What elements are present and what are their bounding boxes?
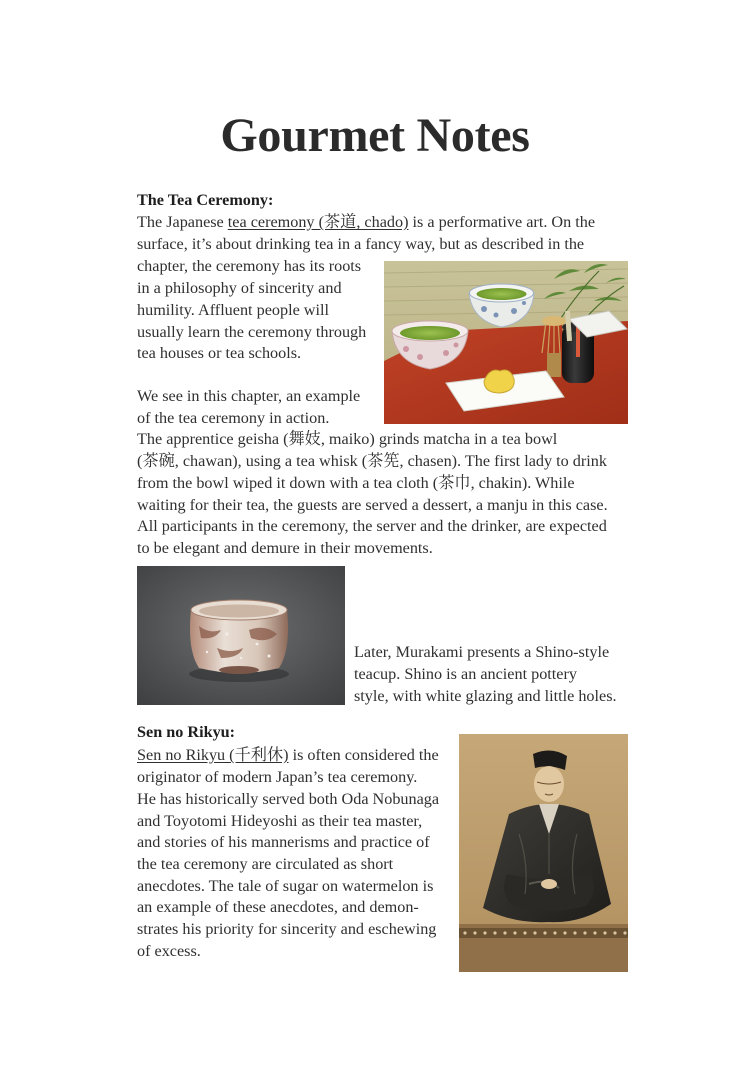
rikyu-line: of excess. [137, 942, 201, 960]
rikyu-line-1-post: is often considered the [288, 746, 439, 764]
tea-full-line: All participants in the ceremony, the server and the drinker, are expected [137, 517, 607, 535]
tea-full-line: The apprentice geisha (舞妓, maiko) grinds matcha in a tea bowl [137, 430, 558, 448]
tea-full-line: (茶碗, chawan), using a tea whisk (茶筅, chasen). The first lady to drink [137, 452, 607, 470]
tea-ceremony-link[interactable]: tea ceremony (茶道, chado) [227, 213, 409, 231]
shino-teacup-photo [137, 566, 345, 705]
tea-set-photo [384, 261, 628, 424]
tea-example-line: We see in this chapter, an example [137, 387, 361, 405]
rikyu-line: and Toyotomi Hideyoshi as their tea master, [137, 812, 423, 830]
tea-wrap-line: humility. Affluent people will [137, 301, 329, 319]
tea-full-line: waiting for their tea, the guests are served a dessert, a manju in this case. [137, 496, 608, 514]
rikyu-line: anecdotes. The tale of sugar on watermelon is [137, 877, 434, 895]
shino-text-line: style, with white glazing and little holes. [354, 687, 617, 705]
sen-no-rikyu-link[interactable]: Sen no Rikyu (千利休) [137, 746, 289, 764]
sen-no-rikyu-portrait [459, 734, 628, 972]
tea-wrap-line: usually learn the ceremony through [137, 323, 367, 341]
tea-wrap-line: tea houses or tea schools. [137, 344, 302, 362]
shino-text-line: teacup. Shino is an ancient pottery [354, 665, 577, 683]
tea-wrap-line: chapter, the ceremony has its roots [137, 257, 362, 275]
shino-text-line: Later, Murakami presents a Shino-style [354, 643, 610, 661]
rikyu-line: originator of modern Japan’s tea ceremony. [137, 768, 418, 786]
rikyu-line: He has historically served both Oda Nobunaga [137, 790, 440, 808]
tea-full-line: to be elegant and demure in their movements. [137, 539, 433, 557]
tea-intro-line-1-pre: The Japanese [137, 213, 228, 231]
tea-full-line: from the bowl wiped it down with a tea cloth (茶巾, chakin). While [137, 474, 575, 492]
rikyu-line: strates his priority for sincerity and eschewing [137, 920, 437, 938]
rikyu-line: and stories of his mannerisms and practice of [137, 833, 430, 851]
rikyu-line: an example of these anecdotes, and demon- [137, 898, 419, 916]
tea-wrap-line: in a philosophy of sincerity and [137, 279, 342, 297]
tea-intro-line-1-post: is a performative art. On the [408, 213, 596, 231]
sen-no-rikyu-heading: Sen no Rikyu: [137, 723, 236, 741]
tea-example-line: of the tea ceremony in action. [137, 409, 330, 427]
rikyu-line: the tea ceremony are circulated as short [137, 855, 394, 873]
tea-intro-line-2: surface, it’s about drinking tea in a fancy way, but as described in the [137, 235, 585, 253]
tea-intro-line-1 [137, 212, 595, 234]
page-title: Gourmet Notes [220, 109, 530, 162]
tea-ceremony-heading: The Tea Ceremony: [137, 191, 274, 209]
rikyu-line-1 [137, 745, 439, 767]
